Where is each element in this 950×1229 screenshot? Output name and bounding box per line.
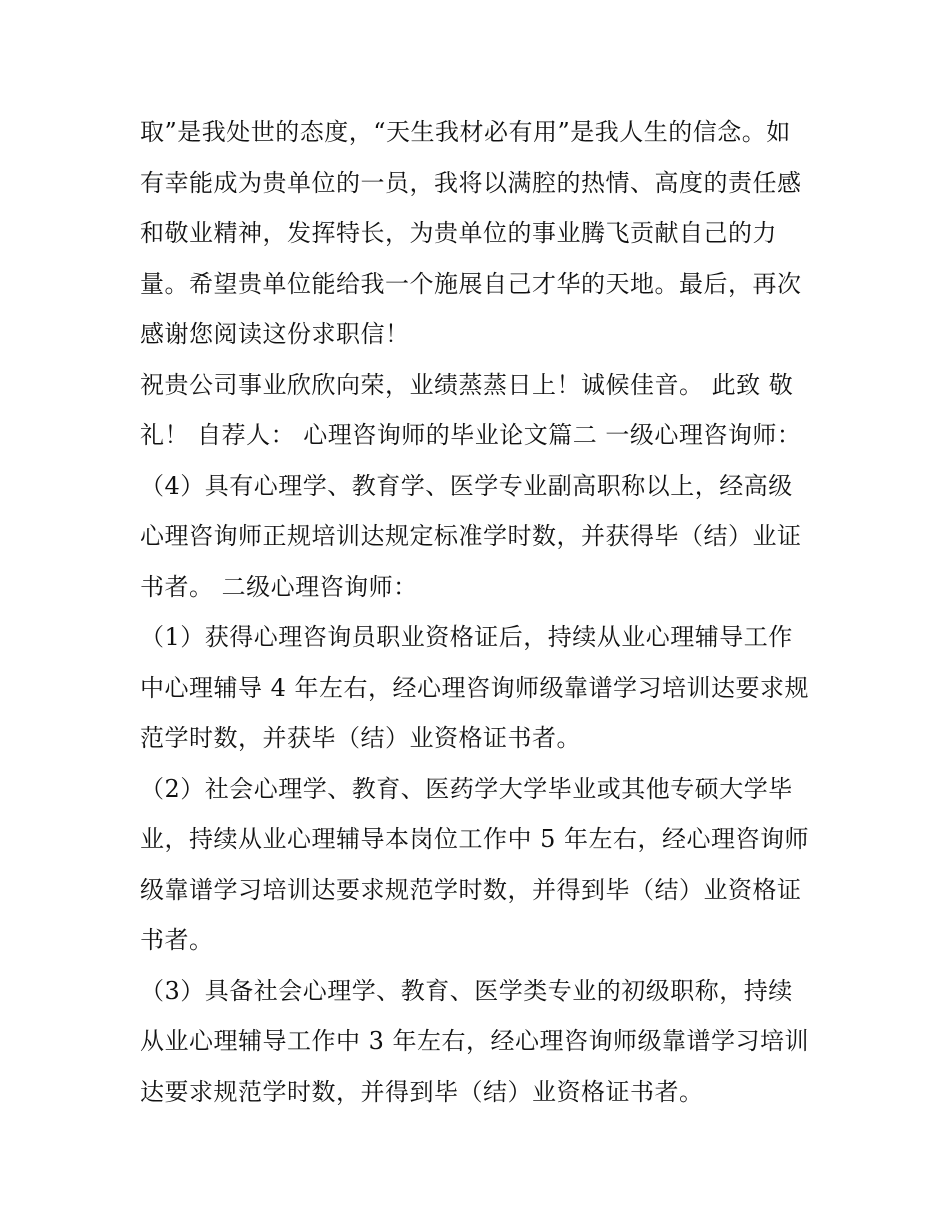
text-line: 心理咨询师正规培训达规定标准学时数，并获得毕（结）业证 bbox=[140, 522, 802, 550]
text-line: 书者。 二级心理咨询师： bbox=[140, 572, 418, 601]
text-line: 范学时数，并获毕（结）业资格证书者。 bbox=[140, 724, 581, 752]
text-line: （1）获得心理咨询员职业资格证后，持续从业心理辅导工作 bbox=[140, 623, 793, 651]
text-line: （3）具备社会心理学、教育、医学类专业的初级职称，持续 bbox=[140, 976, 793, 1005]
body-text bbox=[140, 107, 820, 1117]
text-line: 礼！ 自荐人： 心理咨询师的毕业论文篇二 一级心理咨询师： bbox=[140, 421, 802, 449]
text-line: 量。希望贵单位能给我一个施展自己才华的天地。最后，再次 bbox=[140, 269, 802, 298]
text-line: 达要求规范学时数，并得到毕（结）业资格证书者。 bbox=[140, 1077, 704, 1106]
text-line: 祝贵公司事业欣欣向荣，业绩蒸蒸日上！诚候佳音。 此致 敬 bbox=[140, 370, 794, 399]
text-line: （2）社会心理学、教育、医药学大学毕业或其他专硕大学毕 bbox=[140, 774, 793, 803]
text-line: 中心理辅导 4 年左右，经心理咨询师级靠谱学习培训达要求规 bbox=[140, 673, 810, 702]
text-line: 取”是我处世的态度，“天生我材必有用”是我人生的信念。如 bbox=[140, 118, 791, 146]
text-line: 业，持续从业心理辅导本岗位工作中 5 年左右，经心理咨询师 bbox=[140, 825, 810, 853]
text-line: 有幸能成为贵单位的一员，我将以满腔的热情、高度的责任感 bbox=[140, 168, 802, 197]
text-line: 从业心理辅导工作中 3 年左右，经心理咨询师级靠谱学习培训 bbox=[140, 1027, 810, 1055]
text-line: 书者。 bbox=[140, 926, 214, 954]
text-line: （4）具有心理学、教育学、医学专业副高职称以上，经高级 bbox=[140, 471, 793, 500]
text-line: 级靠谱学习培训达要求规范学时数，并得到毕（结）业资格证 bbox=[140, 875, 802, 904]
text-line: 和敬业精神，发挥特长，为贵单位的事业腾飞贡献自己的力 bbox=[140, 219, 777, 247]
text-line: 感谢您阅读这份求职信！ bbox=[140, 320, 410, 348]
